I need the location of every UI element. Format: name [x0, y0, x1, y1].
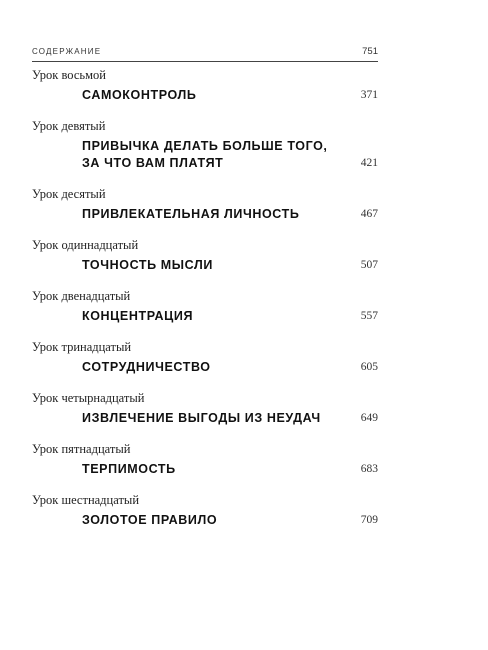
- lesson-label: Урок шестнадцатый: [32, 493, 140, 507]
- title-row: [32, 359, 378, 376]
- toc-entry-lesson-11: [32, 238, 378, 274]
- lesson-label: Урок тринадцатый: [32, 340, 132, 354]
- folio-page-number: 751: [362, 46, 378, 57]
- chapter-title-line-1: ПРИВЫЧКА ДЕЛАТЬ БОЛЬШЕ ТОГО,: [82, 139, 328, 153]
- toc-entry-lesson-15: [32, 442, 378, 478]
- title-row: [32, 461, 378, 478]
- title-row: [32, 308, 378, 325]
- title-row: [32, 410, 378, 427]
- toc-entry-lesson-10: [32, 187, 378, 223]
- chapter-title-line-2: ЗА ЧТО ВАМ ПЛАТЯТ: [82, 156, 224, 170]
- toc-entry-lesson-9: [32, 119, 378, 172]
- chapter-page-number: 557: [360, 310, 378, 322]
- title-row: [32, 87, 378, 104]
- chapter-title: САМОКОНТРОЛЬ: [82, 88, 197, 102]
- toc-entry-lesson-14: [32, 391, 378, 427]
- chapter-page-number: 683: [360, 463, 378, 475]
- toc-entry-lesson-12: [32, 289, 378, 325]
- chapter-title: ЗОЛОТОЕ ПРАВИЛО: [82, 513, 218, 527]
- title-row: [32, 512, 378, 529]
- chapter-page-number: 421: [360, 157, 378, 169]
- chapter-page-number: 371: [360, 89, 378, 101]
- chapter-title: КОНЦЕНТРАЦИЯ: [82, 309, 194, 323]
- toc-entry-lesson-13: [32, 340, 378, 376]
- toc-entry-lesson-8: [32, 68, 378, 104]
- toc-entry-lesson-16: [32, 493, 378, 529]
- chapter-page-number: 605: [360, 361, 378, 373]
- chapter-title: ПРИВЛЕКАТЕЛЬНАЯ ЛИЧНОСТЬ: [82, 207, 300, 221]
- running-title: СОДЕРЖАНИЕ: [32, 47, 102, 56]
- table-of-contents: [32, 68, 378, 544]
- title-row: [32, 138, 378, 172]
- lesson-label: Урок двенадцатый: [32, 289, 131, 303]
- chapter-title: ТЕРПИМОСТЬ: [82, 462, 176, 476]
- chapter-page-number: 467: [360, 208, 378, 220]
- lesson-label: Урок восьмой: [32, 68, 106, 82]
- chapter-title: ИЗВЛЕЧЕНИЕ ВЫГОДЫ ИЗ НЕУДАЧ: [82, 411, 321, 425]
- running-head: [32, 47, 378, 62]
- lesson-label: Урок девятый: [32, 119, 106, 133]
- lesson-label: Урок четырнадцатый: [32, 391, 145, 405]
- chapter-page-number: 709: [360, 514, 378, 526]
- title-row: [32, 206, 378, 223]
- lesson-label: Урок пятнадцатый: [32, 442, 131, 456]
- title-row: [32, 257, 378, 274]
- chapter-page-number: 649: [360, 412, 378, 424]
- chapter-title: ТОЧНОСТЬ МЫСЛИ: [82, 258, 213, 272]
- lesson-label: Урок одиннадцатый: [32, 238, 139, 252]
- lesson-label: Урок десятый: [32, 187, 106, 201]
- chapter-page-number: 507: [360, 259, 378, 271]
- chapter-title: СОТРУДНИЧЕСТВО: [82, 360, 211, 374]
